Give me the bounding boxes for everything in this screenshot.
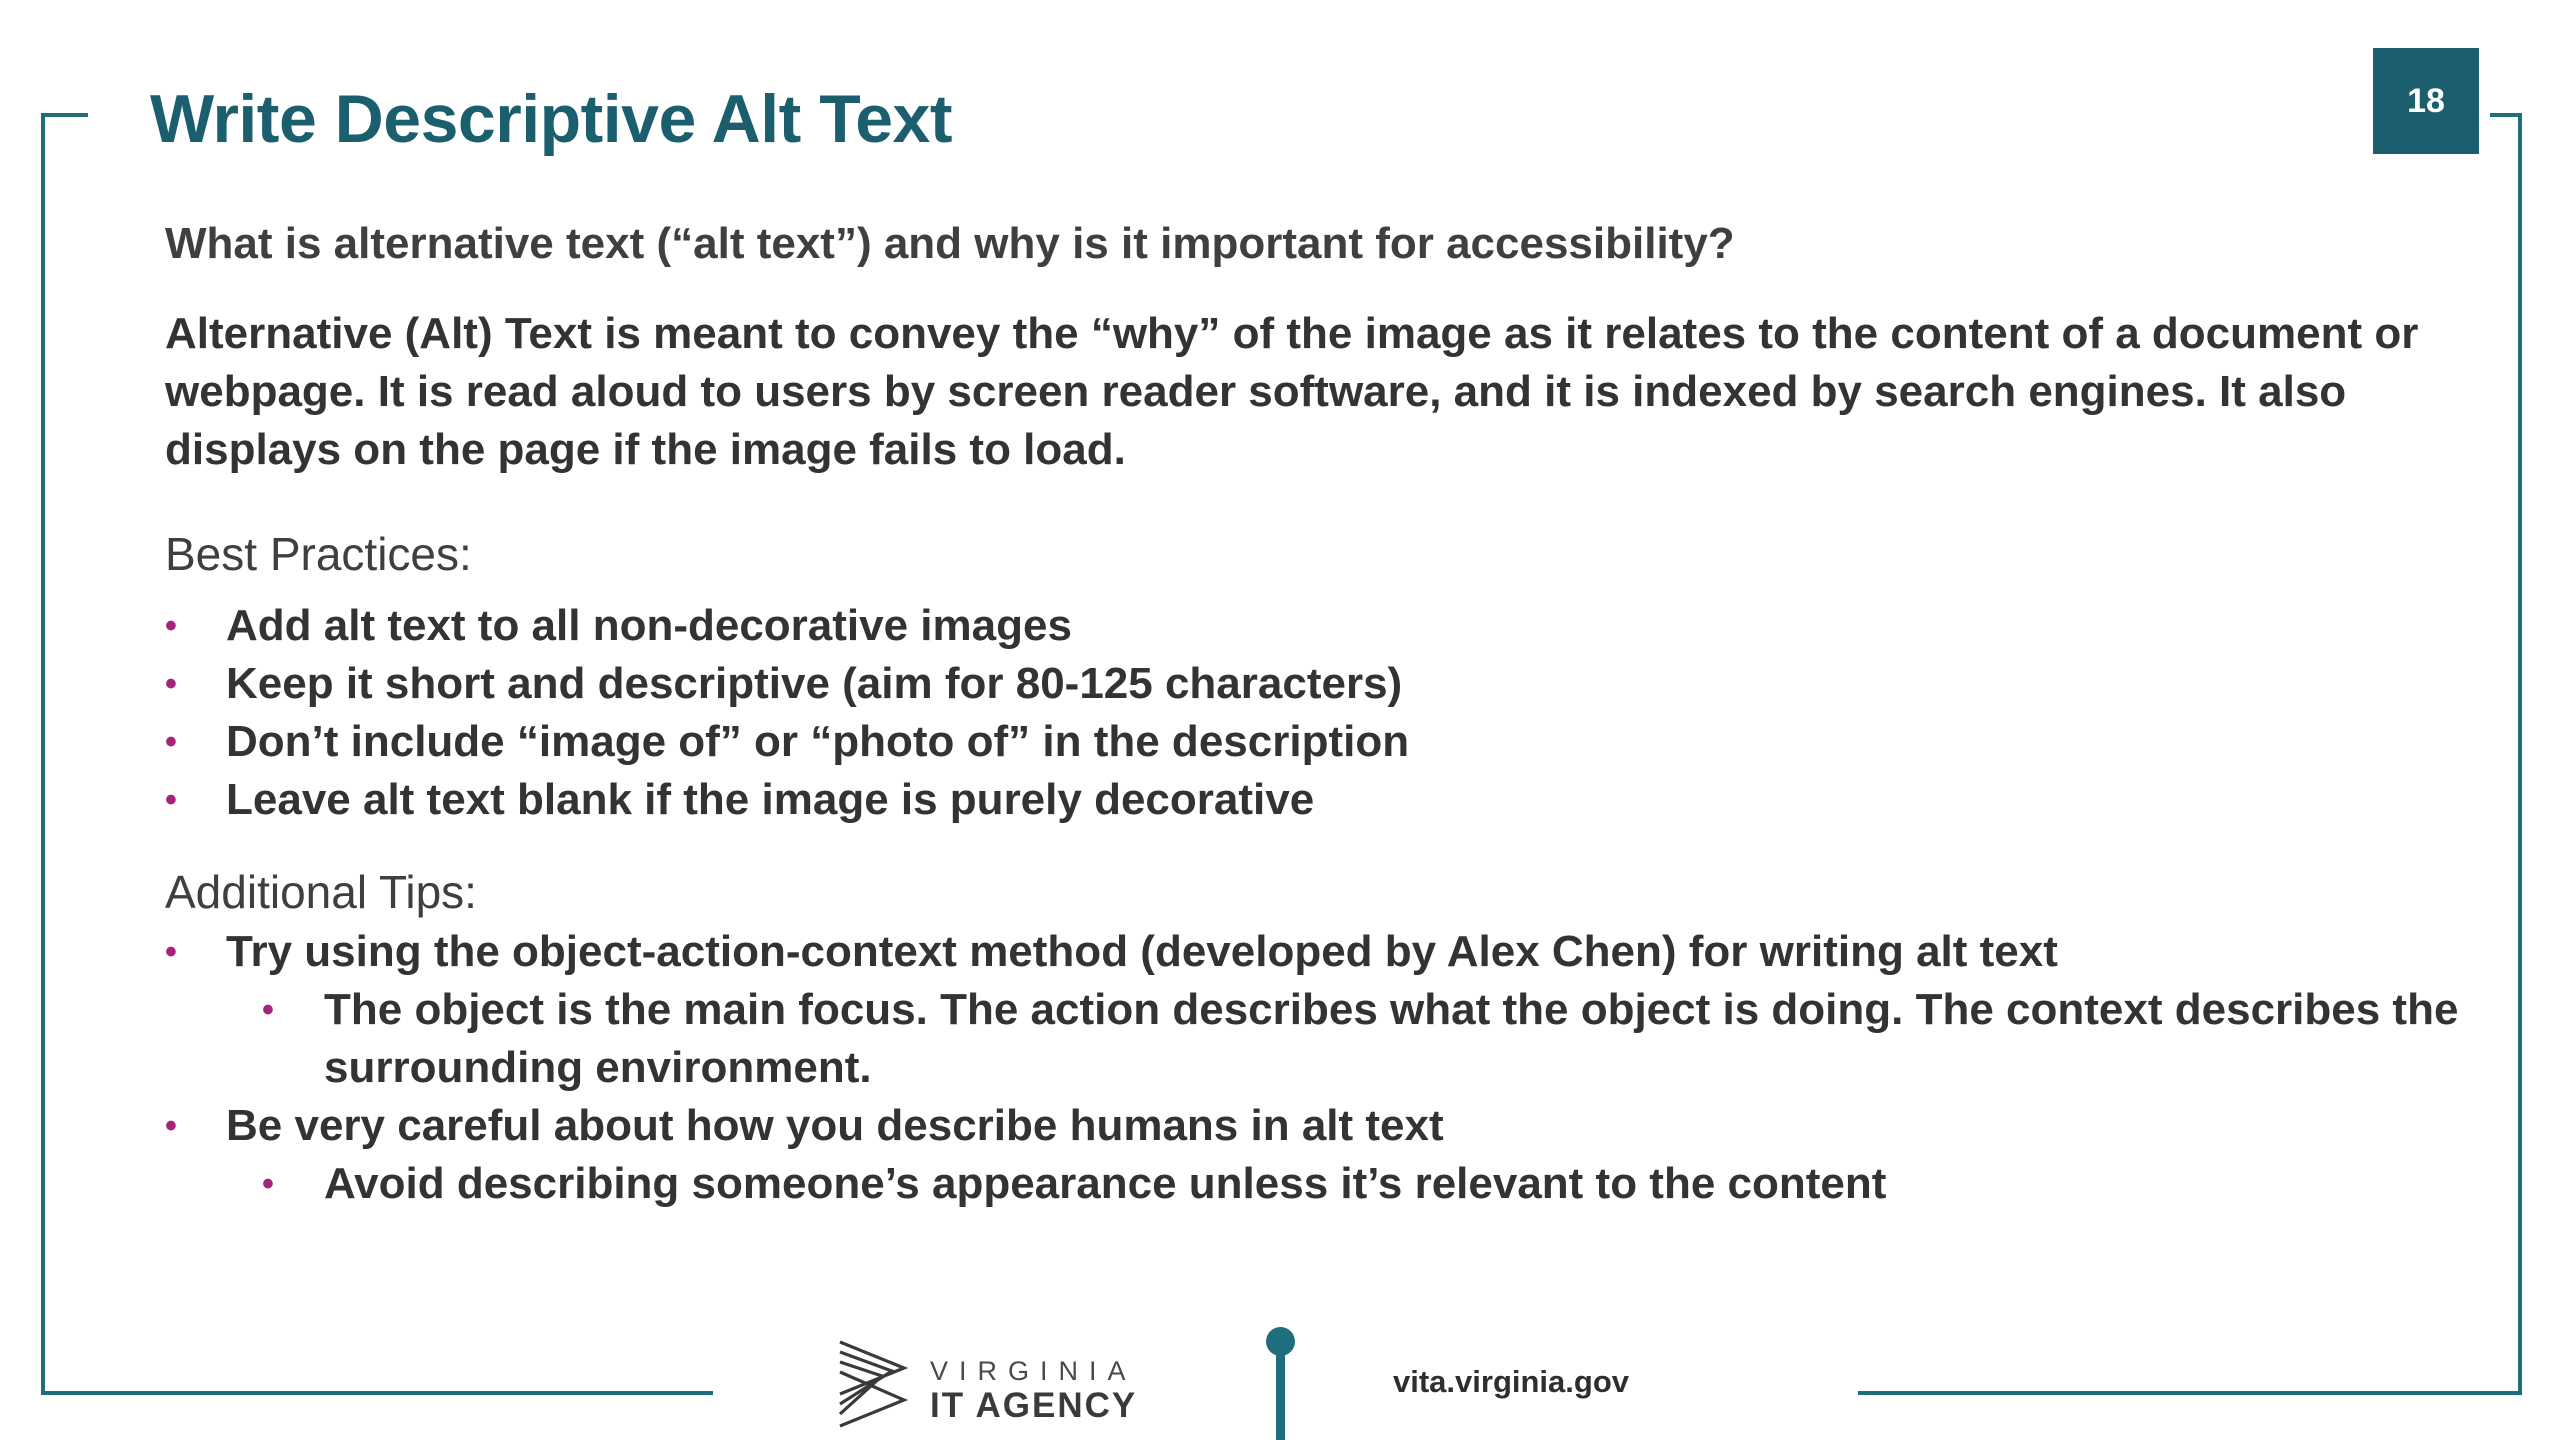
frame-top-left-segment bbox=[41, 113, 88, 117]
bullet-icon: • bbox=[165, 933, 177, 971]
list-item-text: Be very careful about how you describe humans in alt text bbox=[226, 1101, 1444, 1150]
list-item bbox=[165, 771, 2465, 829]
frame-right-edge bbox=[2518, 113, 2522, 1395]
frame-top-right-segment bbox=[2490, 113, 2522, 117]
chevron-stack-icon bbox=[838, 1338, 910, 1428]
list-item-text: Add alt text to all non-decorative images bbox=[226, 601, 1072, 650]
logo-line-it-agency: IT AGENCY bbox=[930, 1386, 1138, 1425]
bullet-icon: • bbox=[165, 781, 177, 819]
footer-pin-stem bbox=[1276, 1346, 1285, 1440]
list-item bbox=[165, 597, 2465, 655]
list-item-text: Try using the object-action-context method (developed by Alex Chen) for writing alt text bbox=[226, 927, 2058, 976]
sub-list-item bbox=[165, 1155, 2465, 1213]
question-text: What is alternative text (“alt text”) and why is it important for accessibility? bbox=[165, 219, 1735, 268]
sub-list-item bbox=[165, 981, 2465, 1097]
list-item bbox=[165, 713, 2465, 771]
sub-list-item-text: The object is the main focus. The action describes what the object is doing. The context describes the surrounding environment. bbox=[324, 985, 2459, 1092]
bullet-icon: • bbox=[165, 607, 177, 645]
list-item-text: Leave alt text blank if the image is purely decorative bbox=[226, 775, 1315, 824]
list-item-text: Keep it short and descriptive (aim for 80-125 characters) bbox=[226, 659, 1403, 708]
bullet-icon: • bbox=[262, 1165, 274, 1203]
bullet-icon: • bbox=[165, 1107, 177, 1145]
frame-bottom-right-segment bbox=[1858, 1391, 2522, 1395]
frame-left-edge bbox=[41, 113, 45, 1395]
list-item bbox=[165, 923, 2465, 981]
best-practices-heading: Best Practices: bbox=[165, 528, 472, 580]
slide-title: Write Descriptive Alt Text bbox=[150, 81, 952, 157]
additional-tips-list bbox=[165, 923, 2465, 1213]
list-item bbox=[165, 655, 2465, 713]
list-item bbox=[165, 1097, 2465, 1155]
footer-url-link[interactable]: vita.virginia.gov bbox=[1393, 1364, 1630, 1399]
additional-tips-heading: Additional Tips: bbox=[165, 866, 477, 918]
slide-content bbox=[165, 215, 2465, 1213]
definition-text: Alternative (Alt) Text is meant to convey the “why” of the image as it relates to the content of a document or webpage. It is read aloud to users by screen reader software, and it is indexed by search engines. It also displays on the page if the image fails to load. bbox=[165, 309, 2419, 474]
bullet-icon: • bbox=[165, 723, 177, 761]
bullet-icon: • bbox=[262, 991, 274, 1029]
logo-line-virginia: VIRGINIA bbox=[930, 1356, 1137, 1386]
list-item-text: Don’t include “image of” or “photo of” in the description bbox=[226, 717, 1410, 766]
page-number-badge: 18 bbox=[2373, 48, 2479, 154]
vita-logo bbox=[838, 1338, 1138, 1428]
sub-list-item-text: Avoid describing someone’s appearance unless it’s relevant to the content bbox=[324, 1159, 1887, 1208]
frame-bottom-left-segment bbox=[41, 1391, 713, 1395]
best-practices-list bbox=[165, 597, 2465, 829]
footer-pin-icon bbox=[1266, 1327, 1295, 1356]
bullet-icon: • bbox=[165, 665, 177, 703]
